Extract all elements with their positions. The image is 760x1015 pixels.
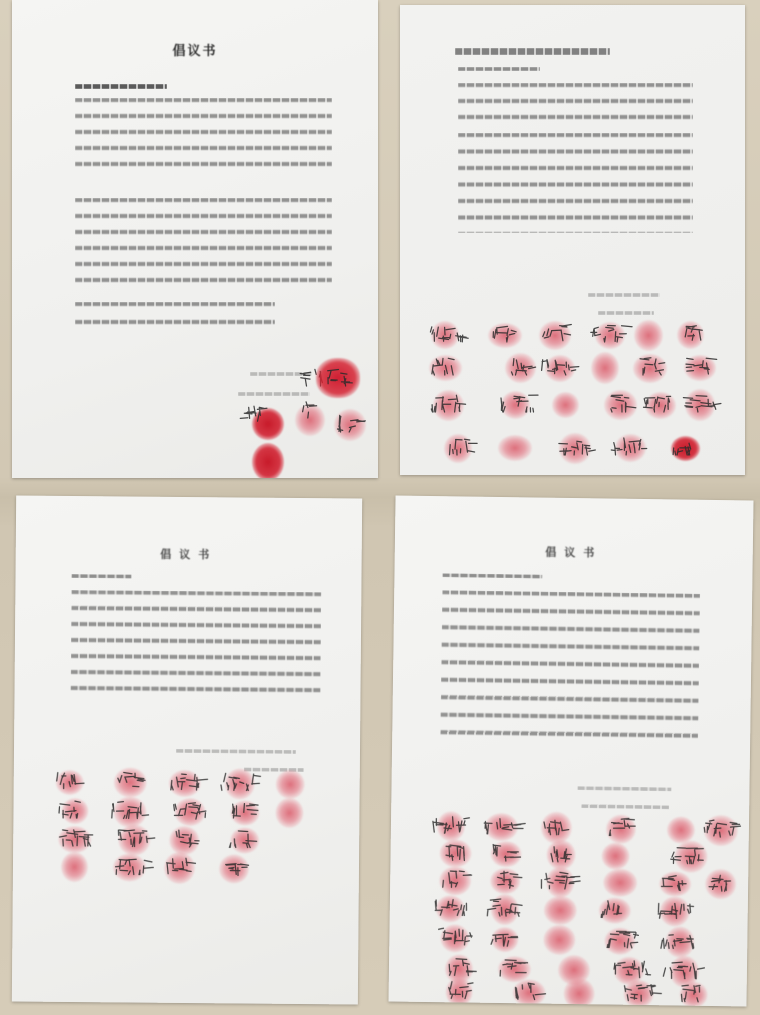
red-thumbprint	[603, 868, 637, 896]
handwritten-signature	[436, 926, 476, 949]
signature-stroke	[640, 358, 665, 375]
handwritten-signature	[164, 856, 192, 878]
handwritten-signature	[512, 980, 540, 1002]
signature-stroke	[500, 960, 527, 976]
signature-stroke	[559, 441, 595, 455]
signature-stroke	[644, 396, 671, 412]
red-thumbprint	[252, 443, 284, 478]
handwritten-signature	[607, 393, 635, 415]
handwritten-signature	[638, 356, 666, 378]
signature-area	[12, 0, 378, 478]
handwritten-signature	[167, 771, 207, 793]
handwritten-signature	[598, 898, 626, 920]
signature-area	[388, 496, 753, 1007]
document-title: 倡议书	[545, 545, 603, 560]
handwritten-signature	[663, 959, 703, 982]
signature-stroke	[683, 396, 721, 412]
signature-stroke	[484, 818, 525, 834]
handwritten-signature	[334, 413, 362, 435]
handwritten-signature	[677, 983, 705, 1005]
signature-stroke	[611, 438, 646, 455]
red-thumbprint	[498, 435, 532, 461]
signature-stroke	[487, 899, 522, 916]
signature-stroke	[232, 803, 258, 818]
signature-stroke	[614, 961, 651, 978]
red-thumbprint	[543, 895, 576, 924]
signature-stroke	[591, 326, 632, 343]
handwritten-signature	[700, 818, 740, 841]
document-page-1	[12, 0, 378, 478]
handwritten-signature	[620, 982, 660, 1005]
red-thumbprint	[634, 320, 663, 351]
handwritten-signature	[658, 929, 698, 952]
handwritten-signature	[57, 827, 97, 849]
signature-stroke	[709, 875, 731, 891]
signature-stroke	[542, 360, 579, 375]
document-title: 倡议书	[172, 44, 218, 59]
signature-stroke	[174, 803, 206, 819]
signature-stroke	[501, 395, 538, 412]
signature-stroke	[171, 774, 208, 790]
signature-stroke	[673, 443, 691, 455]
signature-stroke	[229, 831, 256, 848]
handwritten-signature	[668, 844, 708, 867]
handwritten-signature	[429, 356, 457, 378]
handwritten-signature	[446, 436, 474, 458]
handwritten-signature	[441, 868, 469, 890]
signature-stroke	[166, 858, 195, 874]
signature-stroke	[443, 871, 472, 888]
signature-stroke	[541, 872, 580, 889]
signature-stroke	[497, 871, 521, 888]
handwritten-signature	[602, 928, 642, 951]
handwritten-signature	[112, 855, 152, 877]
signature-stroke	[661, 935, 694, 949]
handwritten-signature	[300, 399, 316, 421]
handwritten-signature	[54, 770, 82, 792]
signature-stroke	[118, 830, 155, 847]
signature-stroke	[450, 439, 478, 455]
document-page-3	[12, 495, 362, 1004]
handwritten-signature	[706, 872, 734, 894]
handwritten-signature	[607, 436, 647, 458]
handwritten-signature	[116, 770, 144, 792]
handwritten-signature	[447, 956, 475, 978]
signature-stroke	[544, 820, 569, 835]
handwritten-signature	[219, 771, 259, 793]
handwritten-signature	[171, 800, 211, 822]
signature-stroke	[493, 326, 516, 342]
signature-stroke	[57, 773, 84, 789]
red-thumbprint	[601, 842, 629, 869]
handwritten-signature	[659, 871, 687, 893]
handwritten-signature	[684, 356, 712, 378]
signature-stroke	[685, 326, 702, 341]
signature-stroke	[438, 928, 472, 945]
handwritten-signature	[324, 367, 352, 389]
signature-stroke	[176, 830, 199, 847]
handwritten-signature	[546, 843, 574, 865]
handwritten-signature	[542, 323, 570, 345]
signature-stroke	[551, 847, 571, 862]
signature-stroke	[624, 984, 661, 1001]
handwritten-signature	[539, 870, 579, 893]
red-thumbprint	[552, 392, 579, 418]
signature-stroke	[303, 402, 317, 418]
signature-stroke	[681, 985, 700, 1002]
signature-stroke	[491, 934, 518, 946]
handwritten-signature	[109, 799, 149, 821]
signature-stroke	[118, 772, 145, 786]
document-page-4	[388, 496, 753, 1007]
handwritten-signature	[498, 957, 526, 979]
handwritten-signature	[498, 393, 538, 415]
signature-stroke	[658, 903, 694, 918]
signature-area	[12, 495, 362, 1004]
signature-stroke	[432, 358, 454, 375]
signature-stroke	[226, 864, 249, 876]
handwritten-signature	[556, 436, 596, 458]
handwritten-signature	[612, 959, 652, 982]
red-thumbprint	[543, 925, 575, 955]
signature-stroke	[112, 801, 149, 818]
document-page-2	[400, 5, 745, 475]
signature-stroke	[607, 931, 638, 948]
handwritten-signature	[113, 827, 153, 849]
signature-stroke	[446, 845, 465, 860]
handwritten-signature	[587, 323, 627, 345]
handwritten-signature	[655, 899, 695, 922]
signature-stroke	[601, 901, 622, 918]
handwritten-signature	[445, 979, 473, 1001]
handwritten-signature	[484, 897, 524, 920]
red-thumbprint	[275, 769, 304, 798]
red-thumbprint	[563, 977, 594, 1006]
signature-stroke	[59, 830, 92, 846]
red-thumbprint	[60, 852, 87, 882]
handwritten-signature	[494, 869, 522, 891]
handwritten-signature	[680, 393, 720, 415]
signature-stroke	[543, 325, 572, 341]
signature-stroke	[221, 773, 261, 790]
handwritten-signature	[488, 842, 516, 864]
red-thumbprint	[275, 798, 303, 828]
signature-area	[400, 5, 745, 475]
handwritten-signature	[507, 356, 535, 378]
signature-stroke	[512, 359, 536, 375]
handwritten-signature	[488, 927, 516, 949]
signature-stroke	[661, 876, 686, 891]
handwritten-signature	[428, 393, 468, 415]
handwritten-signature	[228, 828, 256, 850]
signature-stroke	[609, 818, 635, 836]
handwritten-signature	[430, 814, 470, 837]
signature-stroke	[663, 962, 704, 979]
signature-stroke	[433, 816, 470, 833]
signature-stroke	[59, 801, 80, 818]
handwritten-signature	[638, 393, 678, 415]
signature-stroke	[449, 982, 473, 999]
handwritten-signature	[607, 817, 635, 839]
handwritten-signature	[428, 323, 468, 345]
signature-stroke	[240, 406, 267, 421]
signature-stroke	[430, 327, 468, 342]
handwritten-signature	[442, 841, 470, 863]
signature-stroke	[116, 859, 154, 875]
signature-stroke	[704, 820, 740, 837]
handwritten-signature	[490, 323, 518, 345]
signature-stroke	[431, 395, 465, 412]
handwritten-signature	[482, 815, 522, 838]
document-title: 倡议书	[160, 547, 218, 562]
handwritten-signature	[537, 356, 577, 378]
handwritten-signature	[678, 323, 706, 345]
signature-stroke	[671, 848, 704, 864]
signature-stroke	[338, 415, 366, 432]
handwritten-signature	[238, 403, 266, 425]
red-thumbprint	[591, 352, 619, 384]
signature-stroke	[435, 899, 467, 915]
handwritten-signature	[671, 436, 699, 458]
signature-stroke	[611, 395, 636, 412]
handwritten-signature	[228, 800, 256, 822]
red-thumbprint	[667, 816, 695, 843]
handwritten-signature	[540, 816, 568, 838]
signature-stroke	[449, 959, 476, 976]
handwritten-signature	[221, 856, 249, 878]
handwritten-signature	[57, 799, 85, 821]
signature-stroke	[328, 370, 353, 387]
handwritten-signature	[172, 828, 200, 850]
handwritten-signature	[432, 896, 472, 919]
